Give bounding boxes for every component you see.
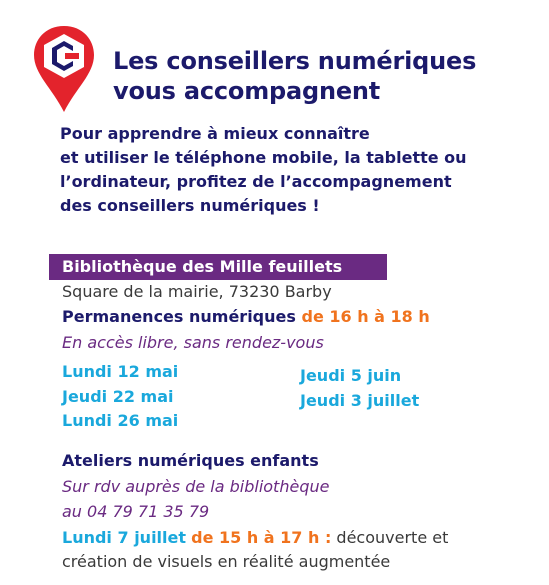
venue-address: Square de la mairie, 73230 Barby [62,282,332,301]
date-item: Jeudi 3 juillet [300,390,420,410]
ateliers-booking-1: Sur rdv auprès de la bibliothèque [62,477,330,496]
permanences-access: En accès libre, sans rendez-vous [62,333,324,352]
date-item: Jeudi 22 mai [62,386,174,406]
intro-line: des conseillers numériques ! [60,196,320,215]
intro-paragraph [60,122,540,218]
date-item: Lundi 26 mai [62,411,179,430]
intro-line: Pour apprendre à mieux connaître [60,124,370,143]
permanences-hours: de 16 h à 18 h [301,307,430,326]
intro-line: et utiliser le téléphone mobile, la tablette ou [60,148,467,167]
ateliers-booking-2: au 04 79 71 35 79 [62,502,210,521]
permanences-line [62,305,430,329]
page-title [113,46,476,106]
ateliers-session [62,526,448,550]
title-line-1: Les conseillers numériques [113,47,477,75]
ateliers-desc-2: création de visuels en réalité augmentée [62,552,391,571]
ateliers-label: Ateliers numériques enfants [62,451,319,470]
dates-column-right [300,364,419,413]
ateliers-date: Lundi 7 juillet [62,528,187,547]
date-item: Jeudi 5 juin [300,366,402,385]
dates-column-left [62,360,178,434]
ateliers-desc-1: découverte et [331,528,449,547]
ateliers-hours: de 15 h à 17 h : [191,528,332,547]
permanences-label: Permanences numériques [62,307,296,326]
location-pin-icon [30,22,98,114]
venue-name: Bibliothèque des Mille feuillets [62,257,343,276]
intro-line: l’ordinateur, profitez de l’accompagnement [60,172,452,191]
title-line-2: vous accompagnent [113,77,381,105]
date-item: Lundi 12 mai [62,362,179,381]
